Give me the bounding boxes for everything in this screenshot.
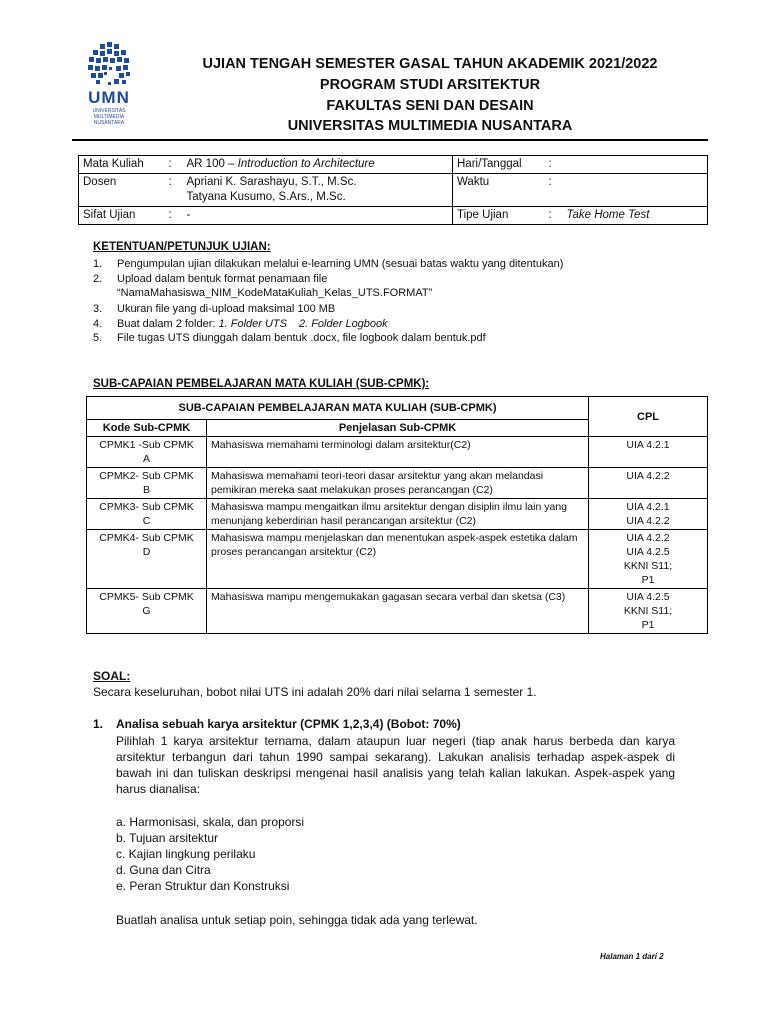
cpl-item: KKNI S11; xyxy=(623,560,673,572)
code-letter: D xyxy=(142,546,151,558)
type-label: Tipe Ujian xyxy=(453,207,545,225)
cpmk-code xyxy=(87,437,207,468)
rule-item xyxy=(93,286,432,300)
cpmk-table xyxy=(86,396,708,634)
header-line-3: FAKULTAS SENI DAN DESAIN xyxy=(326,98,534,114)
course-value xyxy=(183,156,453,174)
logo-subtitle-1: UNIVERSITAS xyxy=(92,108,126,114)
rule-item xyxy=(93,302,335,316)
aspect-list xyxy=(116,814,675,894)
rule-text: Buat dalam 2 folder: xyxy=(117,318,219,330)
colon: : xyxy=(545,156,563,174)
time-value xyxy=(563,174,708,207)
rule-text: File tugas UTS diunggah dalam bentuk .docx, file logbook dalam bentuk.pdf xyxy=(117,332,486,344)
rule-number: 4. xyxy=(93,318,103,330)
cpmk-desc: Mahasiswa memahami terminologi dalam arsitektur(C2) xyxy=(207,437,589,468)
info-row-course xyxy=(79,156,708,174)
logo-subtitle-2: MULTIMEDIA xyxy=(93,114,125,120)
table-row xyxy=(87,468,708,499)
rule-number: 2. xyxy=(93,273,103,285)
code-line: CPMK5- Sub CPMK xyxy=(99,591,194,603)
colon: : xyxy=(165,207,183,225)
cpl-item: UIA 4.2.2 xyxy=(626,470,670,482)
rule-item xyxy=(93,257,563,271)
cpl-item: UIA 4.2.5 xyxy=(626,546,670,558)
question-body: Pilihlah 1 karya arsitektur ternama, dalam ataupun luar negeri (tiap anak harus berbeda dan karya arsitektur terbangun dari tahun 1990 sampai sekarang). Lakukan analisis terhadap aspek-aspek di bawah ini dan tuliskan deskripsi mengenai hasil analisis yang telah kalian lakukan. Aspek-aspek yang harus dianalisa: xyxy=(116,734,675,796)
nature-label: Sifat Ujian xyxy=(79,207,165,225)
code-line: CPMK2- Sub CPMK xyxy=(99,470,194,482)
cpmk-cpl xyxy=(589,589,708,634)
logo-subtitle-3: NUSANTARA xyxy=(93,120,125,126)
folder-uts: 1. Folder UTS xyxy=(218,318,287,330)
list-item: e. Peran Struktur dan Konstruksi xyxy=(116,879,290,893)
course-code: AR 100 – xyxy=(186,158,238,170)
cpmk-code xyxy=(87,530,207,589)
rule-item xyxy=(93,331,486,345)
rule-item xyxy=(93,317,388,331)
table-row xyxy=(87,437,708,468)
cpl-item: KKNI S11; xyxy=(623,605,673,617)
rule-item xyxy=(93,272,327,286)
cpl-item: P1 xyxy=(641,574,655,586)
col-header-desc: Penjelasan Sub-CPMK xyxy=(207,420,589,437)
list-item: a. Harmonisasi, skala, dan proporsi xyxy=(116,815,305,829)
code-letter: G xyxy=(142,605,151,617)
col-header-cpl: CPL xyxy=(589,397,708,437)
cpmk-desc: Mahasiswa mampu menjelaskan dan menentukan aspek-aspek estetika dalam proses perancangan arsitektur (C2) xyxy=(207,530,589,589)
type-value: Take Home Test xyxy=(563,207,708,225)
cpmk-cpl xyxy=(589,499,708,530)
date-label: Hari/Tanggal xyxy=(453,156,545,174)
cpmk-desc: Mahasiswa mampu mengemukakan gagasan secara verbal dan sketsa (C3) xyxy=(207,589,589,634)
cpmk-code xyxy=(87,589,207,634)
question-title: Analisa sebuah karya arsitektur (CPMK 1,2,3,4) (Bobot: 70%) xyxy=(116,717,461,731)
course-label: Mata Kuliah xyxy=(79,156,165,174)
col-header-code: Kode Sub-CPMK xyxy=(87,420,207,437)
folder-logbook: 2. Folder Logbook xyxy=(298,318,388,330)
cpmk-table-title: SUB-CAPAIAN PEMBELAJARAN MATA KULIAH (SUB-CPMK) xyxy=(87,397,589,420)
header-line-4: UNIVERSITAS MULTIMEDIA NUSANTARA xyxy=(287,118,573,134)
cpmk-cpl xyxy=(589,530,708,589)
question-number: 1. xyxy=(93,717,104,731)
page-number: Halaman 1 dari 2 xyxy=(600,952,664,961)
course-name: Introduction to Architecture xyxy=(237,158,375,170)
exam-info-table xyxy=(78,155,708,225)
cpl-item: UIA 4.2.2 xyxy=(626,515,670,527)
table-row xyxy=(87,589,708,634)
cpl-item: UIA 4.2.2 xyxy=(626,532,670,544)
rule-text: Ukuran file yang di-upload maksimal 100 MB xyxy=(117,303,336,315)
cpmk-table-title-row xyxy=(87,397,708,420)
list-item: c. Kajian lingkung perilaku xyxy=(116,847,256,861)
cpmk-desc: Mahasiswa memahami teori-teori dasar arsitektur yang akan melandasi pemikiran mereka saat melakukan proses perancangan (C2) xyxy=(207,468,589,499)
lecturer-label: Dosen xyxy=(79,174,165,207)
rule-number: 3. xyxy=(93,303,103,315)
soal-title: SOAL: xyxy=(93,669,131,683)
cpmk-desc: Mahasiswa mampu mengaitkan ilmu arsitektur dengan disiplin ilmu lain yang menunjang keberdirian hasil perancangan arsitektur (C2) xyxy=(207,499,589,530)
rule-text: “NamaMahasiswa_NIM_KodeMataKuliah_Kelas_UTS.FORMAT” xyxy=(117,287,433,299)
header-line-2: PROGRAM STUDI ARSITEKTUR xyxy=(319,77,541,93)
code-letter: A xyxy=(142,453,150,465)
nature-value: - xyxy=(183,207,453,225)
code-line: CPMK4- Sub CPMK xyxy=(99,532,194,544)
lecturer-2: Tatyana Kusumo, S.Ars., M.Sc. xyxy=(186,191,346,203)
info-row-lecturer xyxy=(79,174,708,207)
colon: : xyxy=(165,156,183,174)
lecturer-1: Apriani K. Sarashayu, S.T., M.Sc. xyxy=(186,176,357,188)
rule-text: Upload dalam bentuk format penamaan file xyxy=(117,273,328,285)
rules-title: KETENTUAN/PETUNJUK UJIAN: xyxy=(93,241,271,253)
umn-logo xyxy=(78,40,140,130)
time-label: Waktu xyxy=(453,174,545,207)
lecturer-value xyxy=(183,174,453,207)
info-row-nature xyxy=(79,207,708,225)
cpmk-code xyxy=(87,468,207,499)
cpmk-code xyxy=(87,499,207,530)
header-divider xyxy=(72,139,708,141)
code-letter: B xyxy=(142,484,150,496)
header-line-1: UJIAN TENGAH SEMESTER GASAL TAHUN AKADEMIK 2021/2022 xyxy=(202,56,658,72)
soal-intro: Secara keseluruhan, bobot nilai UTS ini adalah 20% dari nilai selama 1 semester 1. xyxy=(93,685,537,699)
colon: : xyxy=(165,174,183,207)
table-row xyxy=(87,499,708,530)
code-line: CPMK1 -Sub CPMK xyxy=(99,439,194,451)
cpl-item: UIA 4.2.5 xyxy=(626,591,670,603)
colon: : xyxy=(545,207,563,225)
cpl-item: UIA 4.2.1 xyxy=(626,501,670,513)
cpl-item: UIA 4.2.1 xyxy=(626,439,670,451)
rule-number: 5. xyxy=(93,332,103,344)
date-value xyxy=(563,156,708,174)
code-line: CPMK3- Sub CPMK xyxy=(99,501,194,513)
rule-text: Pengumpulan ujian dilakukan melalui e-learning UMN (sesuai batas waktu yang ditentukan) xyxy=(117,258,564,270)
list-item: b. Tujuan arsitektur xyxy=(116,831,219,845)
table-row xyxy=(87,530,708,589)
list-item: d. Guna dan Citra xyxy=(116,863,211,877)
colon: : xyxy=(545,174,563,207)
code-letter: C xyxy=(142,515,151,527)
cpmk-cpl xyxy=(589,468,708,499)
question-closing: Buatlah analisa untuk setiap poin, sehingga tidak ada yang terlewat. xyxy=(116,913,478,927)
cpl-item: P1 xyxy=(641,619,655,631)
logo-text: UMN xyxy=(88,88,130,107)
cpmk-cpl xyxy=(589,437,708,468)
cpmk-section-title: SUB-CAPAIAN PEMBELAJARAN MATA KULIAH (SUB-CPMK): xyxy=(93,378,430,390)
rule-number: 1. xyxy=(93,258,103,270)
